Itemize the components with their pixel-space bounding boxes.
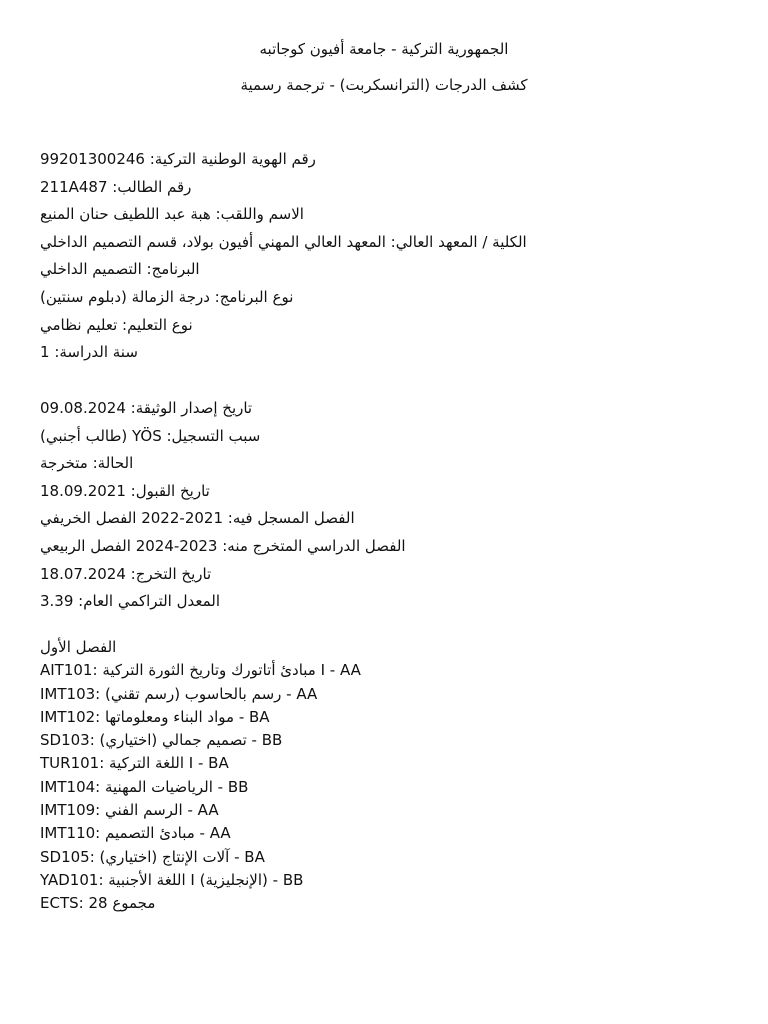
enrolled-semester-line: الفصل المسجل فيه: 2021-2022 الفصل الخريفي: [40, 509, 355, 528]
graduation-date-line: تاريخ التخرج: 18.07.2024: [40, 564, 212, 583]
status-line: الحالة: متخرجة: [40, 454, 134, 473]
issue-date-line: تاريخ إصدار الوثيقة: 09.08.2024: [40, 399, 253, 417]
course-line: IMT109: الرسم الفني - AA: [40, 801, 219, 820]
course-line: SD105: آلات الإنتاج (اختياري) - BA: [40, 847, 265, 866]
course-line: IMT103: رسم بالحاسوب (رسم تقني) - AA: [40, 684, 318, 703]
course-line: IMT110: مبادئ التصميم - AA: [40, 824, 231, 843]
education-type-line: نوع التعليم: تعليم نظامي: [40, 315, 193, 334]
semester-section: [40, 636, 740, 916]
faculty-line: الكلية / المعهد العالي: المعهد العالي المهني أفيون بولاد، قسم التصميم الداخلي: [40, 232, 527, 251]
study-year-line: سنة الدراسة: 1: [40, 343, 138, 362]
course-line: TUR101: اللغة التركية I - BA: [40, 754, 229, 773]
student-number-line: رقم الطالب: 211A487: [40, 177, 192, 196]
full-name-line: الاسم واللقب: هبة عبد اللطيف حنان المنيع: [40, 205, 304, 224]
course-line: IMT102: مواد البناء ومعلوماتها - BA: [40, 707, 270, 726]
course-line: YAD101: اللغة الأجنبية I (الإنجليزية) - BB: [40, 870, 304, 889]
course-line: AIT101: مبادئ أتاتورك وتاريخ الثورة التركية I - AA: [40, 661, 361, 680]
program-line: البرنامج: التصميم الداخلي: [40, 260, 200, 279]
course-line: SD103: تصميم جمالي (اختياري) - BB: [40, 731, 283, 750]
semester-title: الفصل الأول: [40, 638, 117, 656]
document-subtitle: كشف الدرجات (الترانسكربت) - ترجمة رسمية: [240, 76, 528, 94]
admission-date-line: تاريخ القبول: 18.09.2021: [40, 481, 210, 500]
student-info-section: [40, 146, 740, 367]
program-type-line: نوع البرنامج: درجة الزمالة (دبلوم سنتين): [40, 287, 294, 306]
ects-total-line: مجموع ECTS: 28: [40, 894, 156, 913]
document-title: الجمهورية التركية - جامعة أفيون كوجاتبه: [259, 40, 509, 58]
record-info-section: [40, 395, 740, 616]
course-line: IMT104: الرياضيات المهنية - BB: [40, 777, 249, 796]
national-id-line: رقم الهوية الوطنية التركية: 99201300246: [40, 150, 316, 168]
registration-reason-line: سبب التسجيل: YÖS (طالب أجنبي): [40, 426, 261, 445]
graduation-semester-line: الفصل الدراسي المتخرج منه: 2023-2024 الفصل الربيعي: [40, 536, 406, 555]
gpa-line: المعدل التراكمي العام: 3.39: [40, 592, 221, 611]
